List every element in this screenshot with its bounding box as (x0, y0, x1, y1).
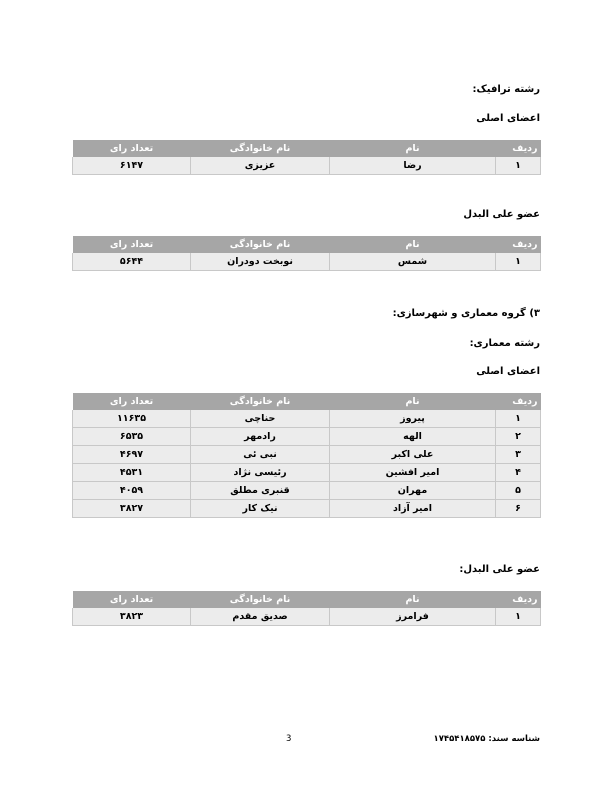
col-header-votes: تعداد رای (73, 591, 191, 608)
col-header-first-name: نام (330, 591, 496, 608)
cell-votes: ۴۵۳۱ (73, 464, 191, 482)
architecture-main-members-label: اعضای اصلی (476, 366, 540, 377)
col-header-last-name: نام خانوادگی (191, 591, 330, 608)
table-row (73, 253, 541, 271)
architecture-alternate-label: عضو علی البدل: (459, 564, 540, 575)
document-id: شناسه سند: ۱۷۴۵۴۱۸۵۷۵ (433, 734, 540, 744)
cell-votes: ۶۱۴۷ (73, 157, 191, 175)
group-title-architecture-urbanism: ۳) گروه معماری و شهرسازی: (392, 308, 540, 319)
cell-rank: ۴ (496, 464, 541, 482)
table-row (73, 410, 541, 428)
cell-votes: ۵۶۴۴ (73, 253, 191, 271)
section-title-traffic: رشته ترافیک: (472, 84, 540, 95)
traffic-alternate-table (72, 236, 541, 271)
cell-last-name: صدیق مقدم (191, 608, 330, 626)
cell-votes: ۳۸۲۷ (73, 500, 191, 518)
cell-first-name: فرامرز (330, 608, 496, 626)
col-header-first-name: نام (330, 236, 496, 253)
table-row (73, 428, 541, 446)
cell-last-name: رئیسی نژاد (191, 464, 330, 482)
cell-votes: ۶۵۳۵ (73, 428, 191, 446)
col-header-first-name: نام (330, 140, 496, 157)
cell-last-name: نوبخت دودران (191, 253, 330, 271)
col-header-last-name: نام خانوادگی (191, 236, 330, 253)
cell-rank: ۶ (496, 500, 541, 518)
table-row (73, 500, 541, 518)
table-row (73, 482, 541, 500)
col-header-votes: تعداد رای (73, 236, 191, 253)
cell-votes: ۴۶۹۷ (73, 446, 191, 464)
cell-first-name: رضا (330, 157, 496, 175)
cell-first-name: علی اکبر (330, 446, 496, 464)
col-header-last-name: نام خانوادگی (191, 393, 330, 410)
table-row (73, 157, 541, 175)
cell-rank: ۱ (496, 253, 541, 271)
cell-first-name: شمس (330, 253, 496, 271)
traffic-alternate-label: عضو علی البدل (463, 209, 540, 220)
col-header-rank: ردیف (496, 591, 541, 608)
architecture-main-table (72, 393, 541, 518)
col-header-last-name: نام خانوادگی (191, 140, 330, 157)
cell-rank: ۱ (496, 157, 541, 175)
architecture-alternate-table (72, 591, 541, 626)
cell-last-name: رادمهر (191, 428, 330, 446)
cell-rank: ۱ (496, 608, 541, 626)
cell-rank: ۵ (496, 482, 541, 500)
cell-first-name: امیر افشین (330, 464, 496, 482)
table-row (73, 464, 541, 482)
col-header-rank: ردیف (496, 393, 541, 410)
cell-first-name: مهران (330, 482, 496, 500)
traffic-main-table (72, 140, 541, 175)
cell-rank: ۱ (496, 410, 541, 428)
table-row (73, 608, 541, 626)
page-number: 3 (286, 734, 292, 744)
cell-votes: ۳۸۲۳ (73, 608, 191, 626)
cell-rank: ۳ (496, 446, 541, 464)
col-header-rank: ردیف (496, 140, 541, 157)
table-row (73, 446, 541, 464)
cell-last-name: نبی ئی (191, 446, 330, 464)
cell-last-name: نیک کار (191, 500, 330, 518)
cell-votes: ۴۰۵۹ (73, 482, 191, 500)
section-title-architecture: رشته معماری: (469, 338, 540, 349)
cell-rank: ۲ (496, 428, 541, 446)
cell-last-name: عزیزی (191, 157, 330, 175)
col-header-rank: ردیف (496, 236, 541, 253)
traffic-main-members-label: اعضای اصلی (476, 113, 540, 124)
cell-votes: ۱۱۶۳۵ (73, 410, 191, 428)
cell-first-name: پیروز (330, 410, 496, 428)
cell-first-name: امیر آزاد (330, 500, 496, 518)
cell-first-name: الهه (330, 428, 496, 446)
cell-last-name: قنبری مطلق (191, 482, 330, 500)
col-header-votes: تعداد رای (73, 393, 191, 410)
col-header-votes: تعداد رای (73, 140, 191, 157)
col-header-first-name: نام (330, 393, 496, 410)
cell-last-name: حناچی (191, 410, 330, 428)
